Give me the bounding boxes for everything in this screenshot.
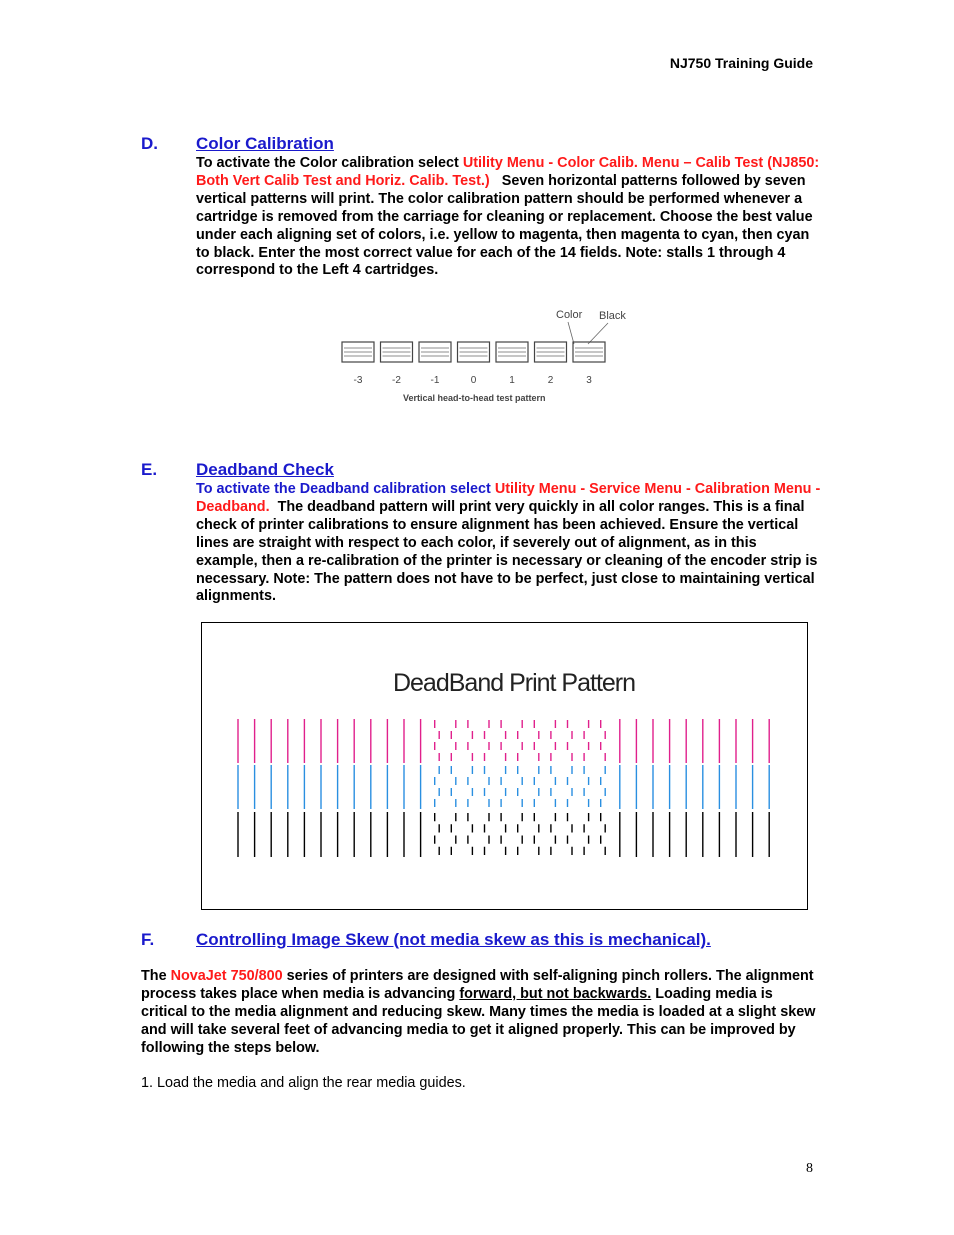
deadband-figure-title: DeadBand Print Pattern	[392, 669, 636, 697]
deadband-pattern-figure	[201, 622, 808, 910]
pattern-box	[419, 342, 451, 362]
section-e-intro: To activate the Deadband calibration select	[196, 481, 495, 497]
pattern-box	[535, 342, 567, 362]
vertical-head-test-svg	[336, 300, 636, 410]
pattern-box	[496, 342, 528, 362]
section-d-title: Color Calibration	[196, 134, 334, 153]
section-e-paragraph	[196, 481, 821, 606]
pattern-tick-label: 2	[547, 375, 554, 386]
section-e-body: The deadband pattern will print very quickly in all color ranges. This is a final check of printer calibrations to ensure alignment has been achieved. Ensure the vertical lines are straight with respect to each color, if severely out of alignment, as in this example, then a re-calibration of the printer is necessary or cleaning of the encoder strip is necessary. Note: The pattern does not have to be perfect, just close to maintaining vertical alignments.	[196, 498, 818, 605]
pattern-box	[573, 342, 605, 362]
section-f-letter: F.	[141, 930, 155, 949]
vertical-head-test-figure	[336, 300, 636, 410]
section-d-letter: D.	[141, 134, 158, 153]
pattern-tick-label: 0	[470, 375, 477, 386]
pattern-box	[458, 342, 490, 362]
figure-caption: Vertical head-to-head test pattern	[403, 393, 546, 403]
pattern-box	[342, 342, 374, 362]
pattern-tick-label: 1	[509, 375, 515, 386]
running-header: NJ750 Training Guide	[669, 55, 813, 71]
section-f-paragraph	[141, 968, 821, 1058]
pattern-tick-label: -1	[430, 375, 440, 386]
section-d-paragraph	[196, 155, 821, 280]
deadband-lines	[238, 719, 769, 857]
pattern-tick-label: 3	[586, 375, 592, 386]
pattern-tick-label: -3	[353, 375, 363, 386]
section-d-intro: To activate the Color calibration select	[196, 155, 463, 171]
section-d-menu-path: Utility Menu - Color Calib. Menu – Calib Test (NJ850: Both Vert Calib Test and Horiz. Calib. Test.)	[196, 155, 820, 189]
pattern-box	[381, 342, 413, 362]
section-e-letter: E.	[141, 460, 158, 479]
section-f-underlined: forward, but not backwards.	[459, 985, 652, 1002]
step-1: 1. Load the media and align the rear media guides.	[141, 1075, 466, 1091]
pattern-tick-label: -2	[392, 375, 401, 386]
section-f-body-2: Loading media is critical to the media alignment and reducing skew. Many times the media is loaded at a slight skew and will take several feet of advancing media to get it aligned properly. This can be improved by following the steps below.	[141, 985, 816, 1056]
pattern-boxes	[342, 342, 605, 362]
section-d-body: Seven horizontal patterns followed by seven vertical patterns will print. The color calibration pattern should be performed whenever a cartridge is removed from the carriage for cleaning or replacement. Choose the best value under each aligning set of colors, i.e. yellow to magenta, then magenta to cyan, then cyan to black. Enter the most correct value for each of the 14 fields. Note: stalls 1 through 4 correspond to the Left 4 cartridges.	[196, 172, 813, 279]
section-e-menu-path: Utility Menu - Service Menu - Calibration Menu - Deadband.	[196, 481, 821, 515]
deadband-pattern-svg	[202, 623, 807, 909]
pattern-tick-labels	[354, 375, 593, 386]
figure-label-black: Black	[599, 310, 626, 322]
page-number: 8	[806, 1161, 813, 1176]
section-f-the: The	[141, 968, 171, 984]
figure-label-color: Color	[556, 309, 583, 321]
section-e-title: Deadband Check	[196, 460, 334, 479]
section-f-title: Controlling Image Skew (not media skew as this is mechanical).	[196, 930, 711, 949]
section-f-product: NovaJet 750/800	[170, 968, 283, 984]
section-f-body-1: series of printers are designed with self-aligning pinch rollers. The alignment process takes place when media is advancing	[141, 968, 814, 1002]
